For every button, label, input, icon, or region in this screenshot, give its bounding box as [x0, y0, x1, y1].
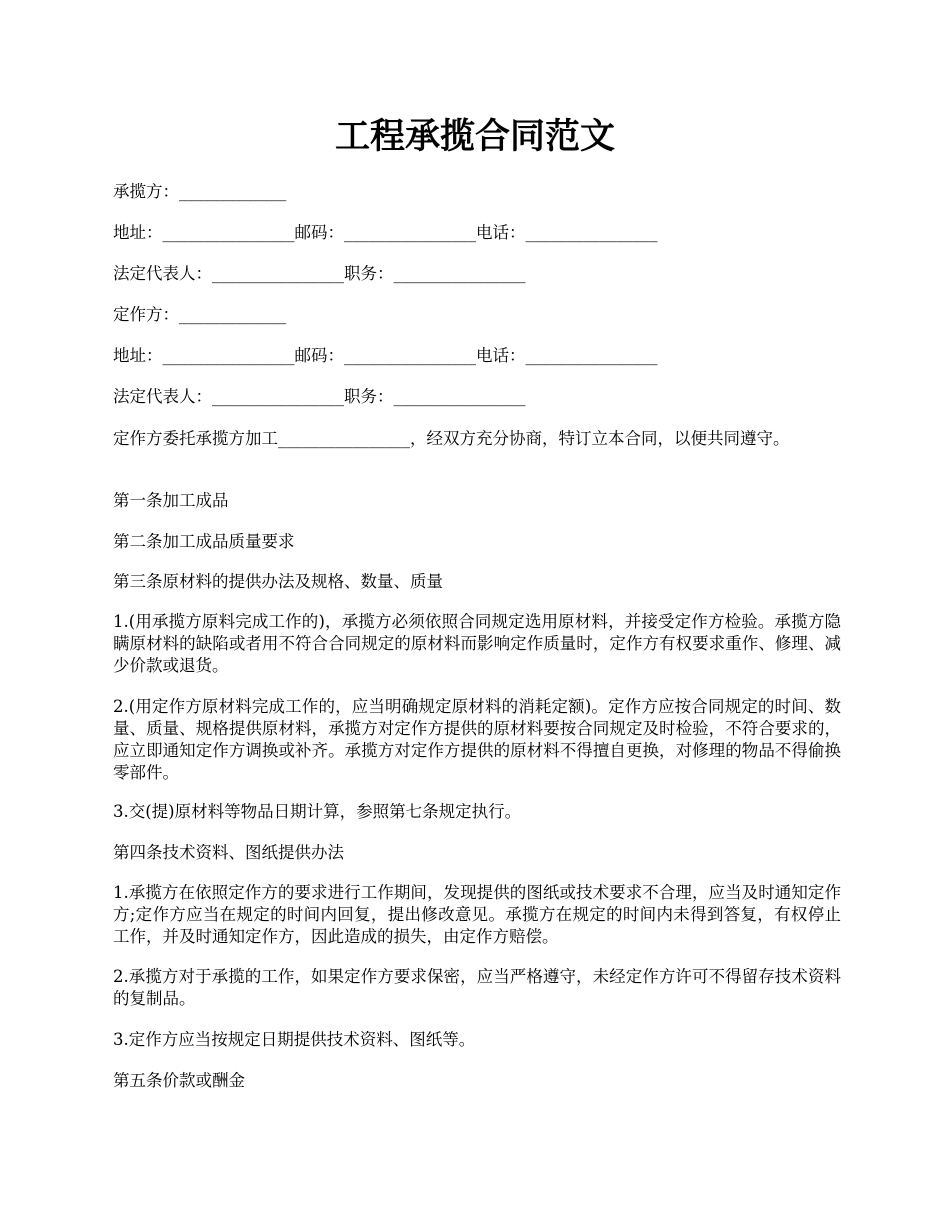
client-party-line: 定作方：_____________ — [113, 305, 287, 324]
article-4-item-2: 2.承揽方对于承揽的工作，如果定作方要求保密，应当严格遵守，未经定作方许可不得留存技术资料的复制品。 — [113, 967, 841, 1008]
client-representative-line: 法定代表人：________________职务：________________ — [113, 387, 526, 406]
article-4-heading: 第四条技术资料、图纸提供办法 — [113, 843, 344, 862]
contractor-address-line: 地址：________________邮码：________________电话：________________ — [113, 223, 658, 242]
article-1-heading: 第一条加工成品 — [113, 491, 229, 510]
article-3-item-1: 1.(用承揽方原料完成工作的)，承揽方必须依照合同规定选用原材料，并接受定作方检验。承揽方隐瞒原材料的缺陷或者用不符合合同规定的原材料而影响定作质量时，定作方有权要求重作、修理、减少价款或退货。 — [113, 612, 841, 675]
article-3-heading: 第三条原材料的提供办法及规格、数量、质量 — [113, 572, 443, 591]
intro-paragraph: 定作方委托承揽方加工________________，经双方充分协商，特订立本合同，以便共同遵守。 — [113, 429, 790, 448]
article-2-heading: 第二条加工成品质量要求 — [113, 532, 295, 551]
article-3-item-3: 3.交(提)原材料等物品日期计算，参照第七条规定执行。 — [113, 802, 522, 821]
article-5-heading: 第五条价款或酬金 — [113, 1071, 245, 1090]
client-address-line: 地址：________________邮码：________________电话：________________ — [113, 346, 658, 365]
contractor-party-line: 承揽方：_____________ — [113, 182, 287, 201]
contractor-representative-line: 法定代表人：________________职务：________________ — [113, 264, 526, 283]
article-4-item-1: 1.承揽方在依照定作方的要求进行工作期间，发现提供的图纸或技术要求不合理，应当及时通知定作方;定作方应当在规定的时间内回复，提出修改意见。承揽方在规定的时间内未得到答复，有权停止工作，并及时通知定作方，因此造成的损失，由定作方赔偿。 — [113, 883, 841, 946]
article-3-item-2: 2.(用定作方原材料完成工作的，应当明确规定原材料的消耗定额)。定作方应按合同规定的时间、数量、质量、规格提供原材料，承揽方对定作方提供的原材料要按合同规定及时检验，不符合要求的，应立即通知定作方调换或补齐。承揽方对定作方提供的原材料不得擅自更换，对修理的物品不得偷换零部件。 — [113, 697, 841, 782]
document-title: 工程承揽合同范文 — [334, 116, 615, 157]
article-4-item-3: 3.定作方应当按规定日期提供技术资料、图纸等。 — [113, 1030, 476, 1049]
